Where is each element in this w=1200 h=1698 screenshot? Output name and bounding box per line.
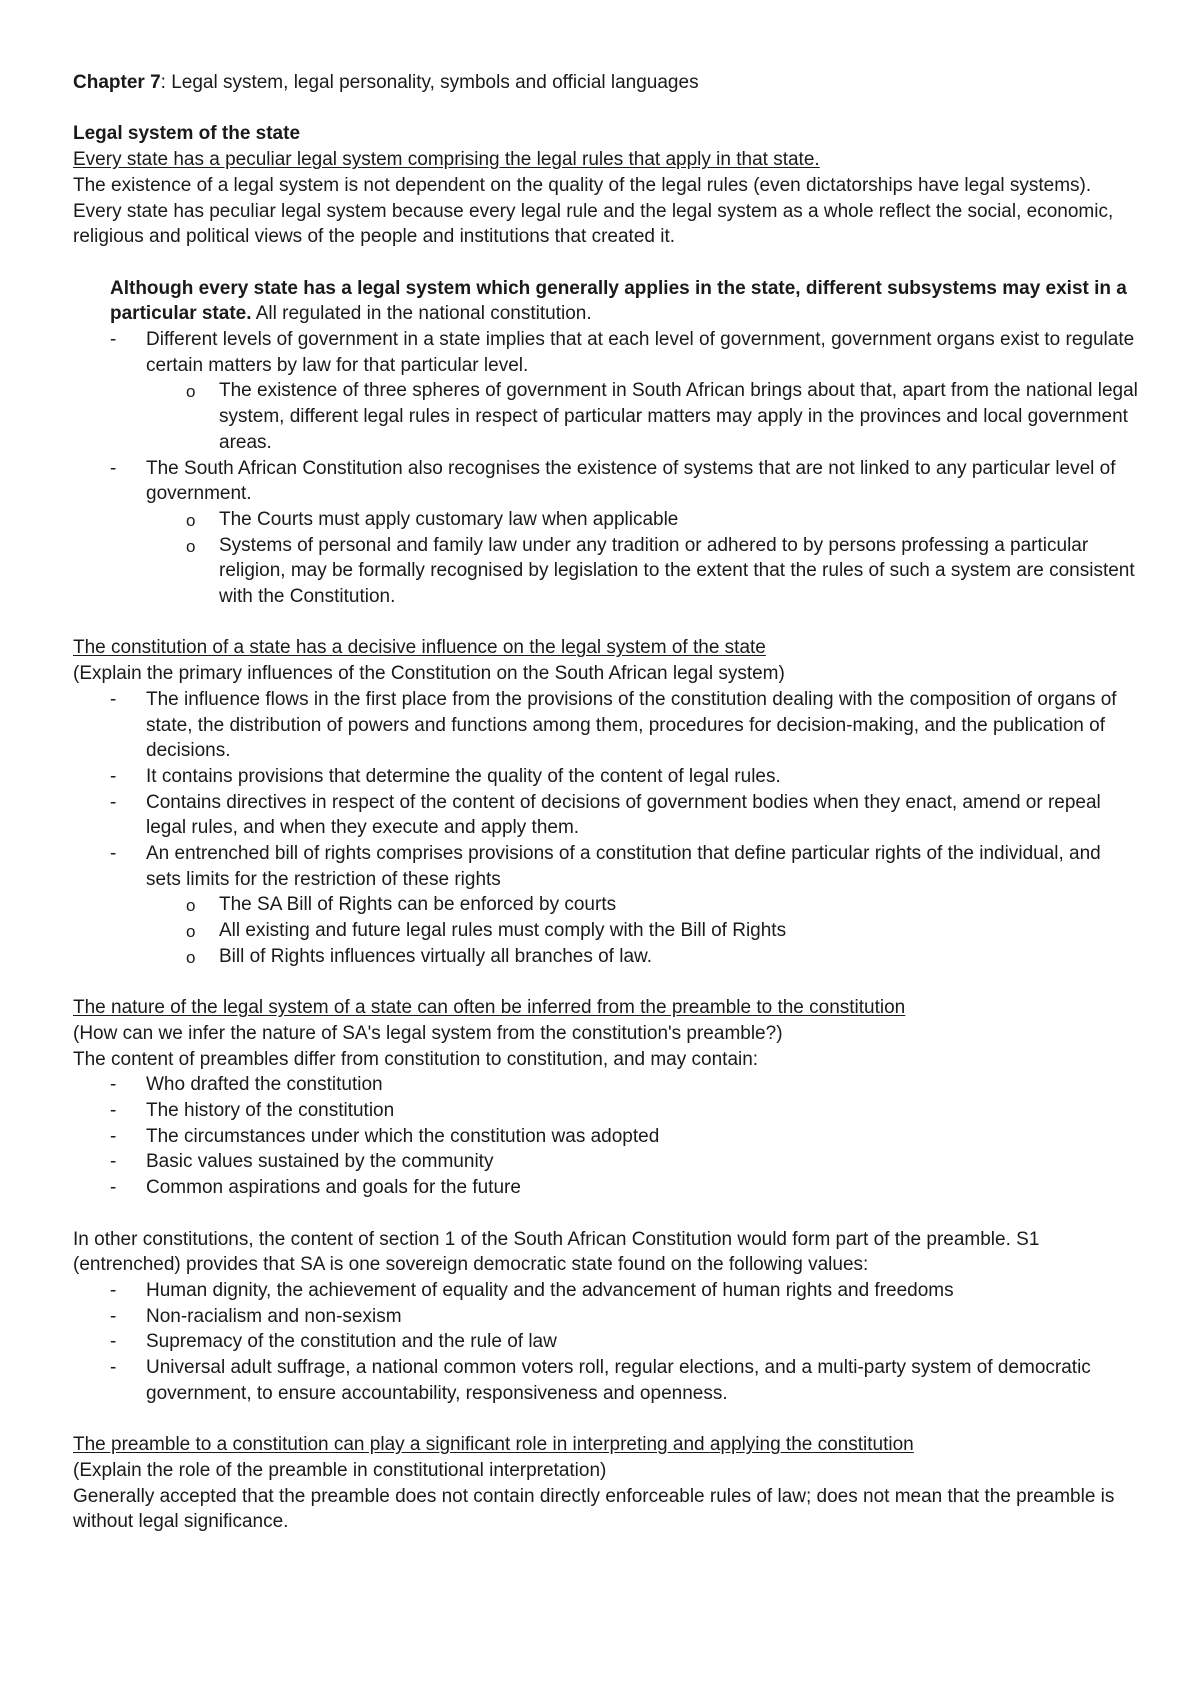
- subsystems-sublist-2: [73, 507, 1140, 610]
- founding-values-list: [73, 1278, 1140, 1407]
- section-heading-constitution-influence: The constitution of a state has a decisive influence on the legal system of the state: [73, 637, 766, 659]
- circle-bullet: o: [186, 382, 196, 402]
- section-underlined-statement: Every state has a peculiar legal system comprising the legal rules that apply in that state.: [73, 149, 820, 171]
- list-item-text: Different levels of government in a state implies that at each level of government, government organs exist to regulate certain matters by law for that particular level.: [146, 329, 1135, 376]
- list-item-text: Bill of Rights influences virtually all branches of law.: [219, 945, 652, 967]
- section-heading-preamble-nature: The nature of the legal system of a state can often be inferred from the preamble to the constitution: [73, 997, 906, 1019]
- list-item-text: The influence flows in the first place from the provisions of the constitution dealing with the composition of organs of state, the distribution of powers and functions among them, procedures for decision-making, and the publication of decisions.: [146, 688, 1117, 762]
- list-item-text: Human dignity, the achievement of equality and the advancement of human rights and freedoms: [146, 1279, 954, 1301]
- dash-bullet: -: [110, 457, 117, 479]
- preamble-intro: The content of preambles differ from constitution to constitution, and may contain:: [73, 1048, 759, 1070]
- subsystems-list: [73, 327, 1140, 378]
- list-item-text: Non-racialism and non-sexism: [146, 1305, 402, 1327]
- dash-bullet: -: [110, 791, 117, 813]
- dash-bullet: -: [110, 329, 117, 350]
- list-item: [73, 378, 1140, 455]
- list-item-text: An entrenched bill of rights comprises provisions of a constitution that define particular rights of the individual, and sets limits for the restriction of these rights: [146, 843, 1101, 890]
- dash-bullet: -: [110, 843, 117, 865]
- section-heading-legal-system: Legal system of the state: [73, 123, 301, 145]
- list-item: [73, 456, 1140, 507]
- subsystems-intro: [73, 276, 1140, 327]
- list-item-text: Contains directives in respect of the content of decisions of government bodies when they enact, amend or repeal legal rules, and when they execute and apply them.: [146, 791, 1101, 839]
- list-item-text: Common aspirations and goals for the future: [146, 1177, 521, 1199]
- list-item-text: The circumstances under which the constitution was adopted: [146, 1125, 660, 1147]
- list-item: [73, 1149, 1140, 1175]
- chapter-subtitle: : Legal system, legal personality, symbols and official languages: [160, 72, 699, 93]
- bill-of-rights-sublist: [73, 892, 1140, 969]
- preamble-contents-list: [73, 1072, 1140, 1201]
- list-item: [73, 507, 1140, 533]
- list-item-text: The history of the constitution: [146, 1100, 395, 1122]
- list-item: [73, 944, 1140, 970]
- list-item: [73, 327, 1140, 378]
- list-item: [73, 841, 1140, 892]
- circle-bullet: o: [186, 896, 196, 916]
- dash-bullet: -: [110, 1331, 117, 1353]
- section-question: (How can we infer the nature of SA's legal system from the constitution's preamble?): [73, 1022, 783, 1044]
- list-item-text: Basic values sustained by the community: [146, 1151, 494, 1173]
- dash-bullet: -: [110, 1100, 117, 1122]
- dash-bullet: -: [110, 1151, 117, 1173]
- dash-bullet: -: [110, 1177, 117, 1199]
- circle-bullet: o: [186, 536, 196, 556]
- list-item: [73, 1304, 1140, 1330]
- circle-bullet: o: [186, 947, 196, 967]
- chapter-label: Chapter 7: [73, 72, 161, 93]
- influence-list: [73, 687, 1140, 893]
- dash-bullet: -: [110, 1279, 117, 1301]
- list-item: [73, 1278, 1140, 1304]
- list-item-text: All existing and future legal rules must comply with the Bill of Rights: [219, 920, 787, 942]
- circle-bullet: o: [186, 922, 196, 942]
- list-item: [73, 1355, 1140, 1406]
- section-question: (Explain the role of the preamble in constitutional interpretation): [73, 1459, 607, 1481]
- list-item-text: Who drafted the constitution: [146, 1074, 383, 1096]
- dash-bullet: -: [110, 765, 117, 787]
- dash-bullet: -: [110, 1125, 117, 1147]
- dash-bullet: -: [110, 1305, 117, 1327]
- list-item: [73, 1175, 1140, 1201]
- paragraph-peculiar: Every state has peculiar legal system because every legal rule and the legal system as a whole reflect the social, economic, religious and political views of the people and institutions that created it.: [73, 200, 1114, 248]
- subsystems-bold: Although every state has a legal system which generally applies in the state, different subsystems may exist in a particular state.: [110, 277, 1127, 325]
- circle-bullet: o: [186, 510, 196, 530]
- list-item-text: The SA Bill of Rights can be enforced by courts: [219, 894, 617, 916]
- subsystems-normal: All regulated in the national constitution.: [251, 303, 592, 325]
- list-item: [73, 790, 1140, 841]
- list-item: [73, 1098, 1140, 1124]
- list-item: [73, 687, 1140, 764]
- dash-bullet: -: [110, 688, 117, 710]
- list-item: [73, 764, 1140, 790]
- subsystems-list-2: [73, 456, 1140, 507]
- section-question: (Explain the primary influences of the Constitution on the South African legal system): [73, 663, 785, 685]
- list-item: [73, 918, 1140, 944]
- subsystems-sublist-1: [73, 378, 1140, 455]
- dash-bullet: -: [110, 1074, 117, 1096]
- section1-values-intro: In other constitutions, the content of section 1 of the South African Constitution would form part of the preamble. S1 (entrenched) provides that SA is one sovereign democratic state found on the following values:: [73, 1228, 1040, 1276]
- list-item: [73, 1072, 1140, 1098]
- list-item-text: It contains provisions that determine the quality of the content of legal rules.: [146, 765, 781, 787]
- dash-bullet: -: [110, 1357, 117, 1379]
- list-item-text: Systems of personal and family law under any tradition or adhered to by persons professing a particular religion, may be formally recognised by legislation to the extent that the rules of such a system are consistent with the Constitution.: [219, 534, 1135, 608]
- list-item-text: Universal adult suffrage, a national common voters roll, regular elections, and a multi-party system of democratic government, to ensure accountability, responsiveness and openness.: [146, 1357, 1091, 1404]
- list-item-text: The Courts must apply customary law when applicable: [219, 508, 679, 530]
- list-item: [73, 1124, 1140, 1150]
- paragraph-existence: The existence of a legal system is not dependent on the quality of the legal rules (even dictatorships have legal systems).: [73, 174, 1092, 196]
- list-item-text: Supremacy of the constitution and the rule of law: [146, 1331, 557, 1353]
- list-item: [73, 533, 1140, 610]
- preamble-significance-paragraph: Generally accepted that the preamble does not contain directly enforceable rules of law; does not mean that the preamble is without legal significance.: [73, 1485, 1115, 1533]
- list-item-text: The existence of three spheres of government in South African brings about that, apart from the national legal system, different legal rules in respect of particular matters may apply in the provinces and local government areas.: [219, 380, 1138, 453]
- list-item-text: The South African Constitution also recognises the existence of systems that are not linked to any particular level of government.: [146, 457, 1116, 505]
- list-item: [73, 1329, 1140, 1355]
- section-heading-preamble-role: The preamble to a constitution can play a significant role in interpreting and applying the constitution: [73, 1434, 914, 1456]
- chapter-title: [73, 70, 1140, 96]
- list-item: [73, 892, 1140, 918]
